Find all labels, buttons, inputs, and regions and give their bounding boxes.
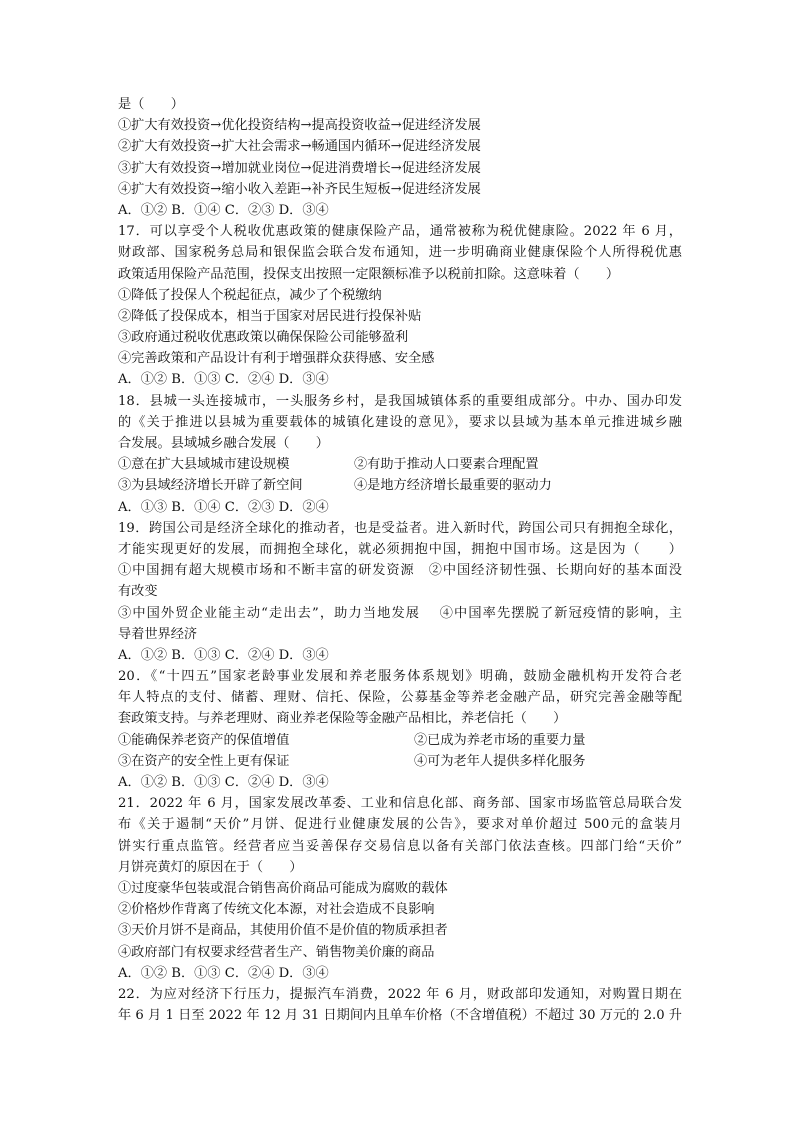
text-line: ④完善政策和产品设计有利于增强群众获得感、安全感 (118, 351, 435, 367)
text-line: ③天价月饼不是商品，其使用价值不是价值的物质承担者 (118, 923, 448, 939)
text-line: ④扩大有效投资→缩小收入差距→补齐民生短板→促进经济发展 (118, 181, 481, 197)
text-line: ④政府部门有权要求经营者生产、销售物美价廉的商品 (118, 944, 435, 960)
text-line: 套政策支持。与养老理财、商业养老保险等金融产品相比，养老信托（ ） (118, 711, 567, 727)
exam-page (118, 94, 682, 1026)
text-line: 才能实现更好的发展，而拥抱全球化，就必须拥抱中国，拥抱中国市场。这是因为（ ） (118, 541, 682, 557)
answer-choices: A．①② B．①③ C．②④ D．③④ (118, 965, 329, 981)
text-line: 21．2022 年 6 月，国家发展改革委、工业和信息化部、商务部、国家市场监管总局联合发 (118, 796, 682, 812)
text-line: ①降低了投保人个税起征点，减少了个税缴纳 (118, 287, 382, 303)
option-text: ②已成为养老市场的重要力量 (414, 732, 586, 748)
answer-choices: A．①② B．①③ C．②④ D．③④ (118, 372, 329, 388)
text-line: ③政府通过税收优惠政策以确保保险公司能够盈利 (118, 330, 409, 346)
text-line: 饼实行重点监管。经营者应当妥善保存交易信息以备有关部门依法查核。四部门给“天价” (118, 838, 682, 854)
option-text: ④可为老年人提供多样化服务 (414, 753, 586, 769)
option-text: ②有助于推动人口要素合理配置 (354, 457, 539, 473)
text-line: 18．县城一头连接城市，一头服务乡村，是我国城镇体系的重要组成部分。中办、国办印发 (118, 393, 682, 409)
answer-choices: A．①② B．①③ C．②④ D．③④ (118, 775, 329, 790)
option-text: ③为县域经济增长开辟了新空间 (118, 478, 303, 494)
text-line: ②扩大有效投资→扩大社会需求→畅通国内循环→促进经济发展 (118, 139, 481, 155)
answer-choices: A．①③ B．①④ C．②③ D．②④ (118, 499, 329, 515)
option-row (118, 751, 682, 772)
option-row (118, 475, 682, 496)
text-line: 月饼亮黄灯的原因在于（ ） (118, 859, 303, 875)
option-text: ①能确保养老资产的保值增值 (118, 732, 290, 748)
answer-choices: A．①② B．①④ C．②③ D．③④ (118, 202, 329, 218)
text-line: 导着世界经济 (118, 626, 198, 642)
text-line: 财政部、国家税务总局和银保监会联合发布通知，进一步明确商业健康保险个人所得税优惠 (118, 245, 682, 261)
text-line: 17．可以享受个人税收优惠政策的健康保险产品，通常被称为税优健康险。2022 年 6 月， (118, 224, 682, 240)
text-line: ①过度豪华包装或混合销售高价商品可能成为腐败的载体 (118, 880, 448, 896)
text-line: 布《关于遏制“天价”月饼、促进行业健康发展的公告》，要求对单价超过 500元的盒装月 (118, 817, 682, 833)
text-line: 年人特点的支付、储蓄、理财、信托、保险，公募基金等养老金融产品，研究完善金融等配 (118, 690, 682, 706)
option-text: ①意在扩大县域城市建设规模 (118, 457, 290, 473)
text-line: ①扩大有效投资→优化投资结构→提高投资收益→促进经济发展 (118, 118, 481, 134)
text-line: 22．为应对经济下行压力，提振汽车消费，2022 年 6 月，财政部印发通知，对购置日期在 (118, 986, 682, 1002)
text-line: 合发展。县域城乡融合发展（ ） (118, 436, 329, 451)
option-row (118, 730, 682, 751)
text-line: 的《关于推进以县城为重要载体的城镇化建设的意见》，要求以县域为基本单元推进城乡融 (118, 414, 682, 430)
answer-choices: A．①② B．①③ C．②④ D．③④ (118, 647, 329, 663)
text-line: ②降低了投保成本，相当于国家对居民进行投保补贴 (118, 308, 422, 324)
text-line: 年 6 月 1 日至 2022 年 12 月 31 日期间内且单车价格（不含增值税）不超过 30 万元的 2.0 升 (118, 1008, 682, 1024)
text-line: ②价格炒作背离了传统文化本源，对社会造成不良影响 (118, 902, 435, 918)
text-line: ③中国外贸企业能主动“走出去”，助力当地发展 ④中国率先摆脱了新冠疫情的影响，主 (118, 605, 682, 621)
text-line: 19．跨国公司是经济全球化的推动者，也是受益者。进入新时代，跨国公司只有拥抱全球化， (118, 520, 682, 536)
option-text: ③在资产的安全性上更有保证 (118, 753, 290, 769)
text-line: 政策适用保险产品范围，投保支出按照一定限额标准予以税前扣除。这意味着（ ） (118, 266, 620, 282)
option-row (118, 454, 682, 475)
option-text: ④是地方经济增长最重要的驱动力 (354, 478, 552, 494)
text-line: 有改变 (118, 584, 158, 600)
text-line: 20．《“十四五”国家老龄事业发展和养老服务体系规划》明确，鼓励金融机构开发符合老 (118, 669, 682, 685)
text-line: ①中国拥有超大规模市场和不断丰富的研发资源 ②中国经济韧性强、长期向好的基本面没 (118, 563, 682, 579)
text-line: ③扩大有效投资→增加就业岗位→促进消费增长→促进经济发展 (118, 160, 481, 176)
text-line: 是（ ） (118, 97, 184, 112)
